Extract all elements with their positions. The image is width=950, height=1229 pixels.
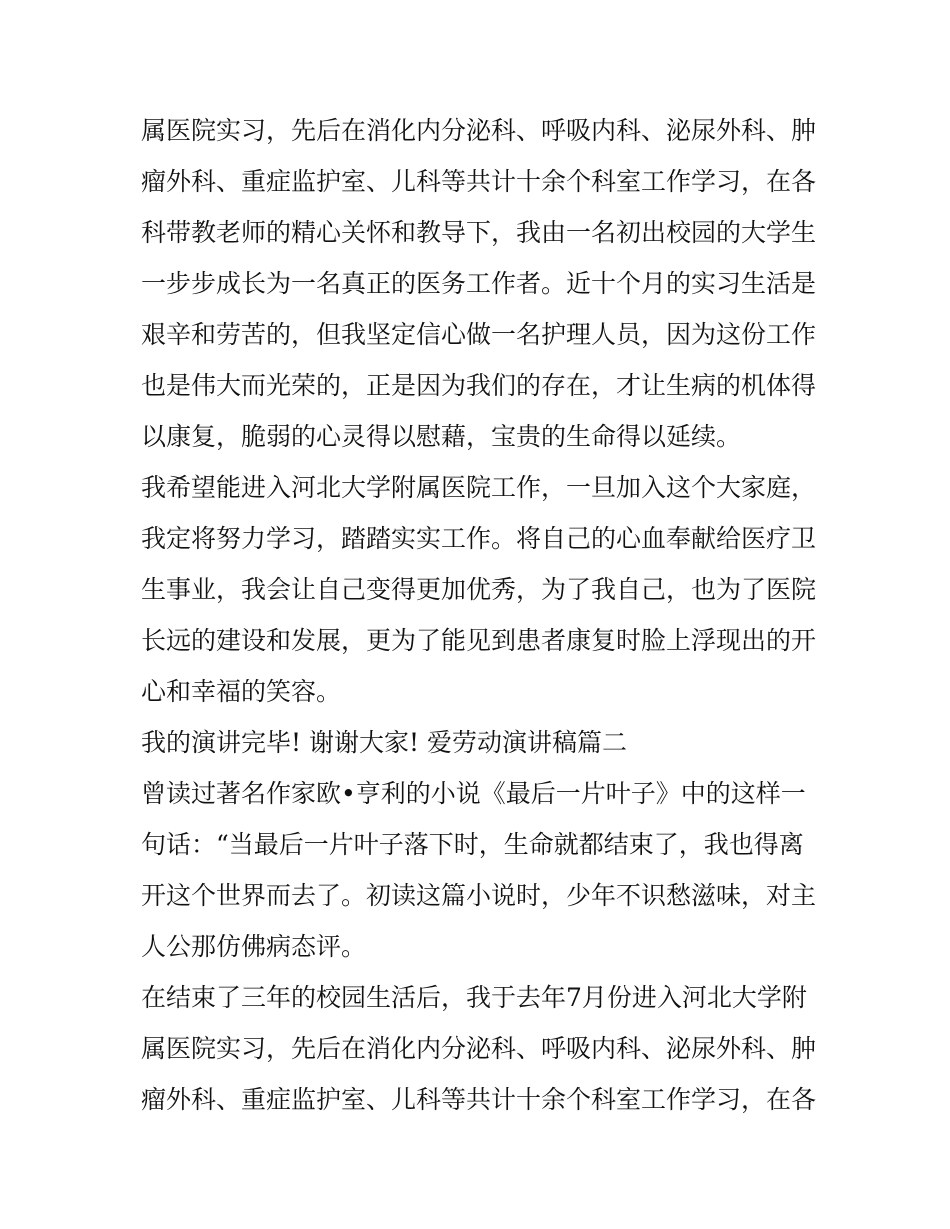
text-line: 在结束了三年的校园生活后，我于去年7月份进入河北大学附 bbox=[141, 983, 807, 1012]
text-line: 以康复，脆弱的心灵得以慰藉，宝贵的生命得以延续。 bbox=[141, 422, 742, 451]
text-line: 艰辛和劳苦的，但我坚定信心做一名护理人员，因为这份工作 bbox=[141, 320, 817, 349]
text-line: 科带教老师的精心关怀和教导下，我由一名初出校园的大学生 bbox=[141, 218, 817, 247]
document-body bbox=[141, 105, 821, 1125]
text-line: 生事业，我会让自己变得更加优秀，为了我自己，也为了医院 bbox=[141, 575, 817, 604]
text-line: 属医院实习，先后在消化内分泌科、呼吸内科、泌尿外科、肿 bbox=[141, 1034, 817, 1063]
text-line: 开这个世界而去了。初读这篇小说时，少年不识愁滋味，对主 bbox=[141, 881, 817, 910]
text-line: 我定将努力学习，踏踏实实工作。将自己的心血奉献给医疗卫 bbox=[141, 524, 817, 553]
text-line: 属医院实习，先后在消化内分泌科、呼吸内科、泌尿外科、肿 bbox=[141, 116, 817, 145]
text-line: 句话：“当最后一片叶子落下时，生命就都结束了，我也得离 bbox=[141, 830, 804, 859]
text-line: 人公那仿佛病态评。 bbox=[141, 932, 367, 961]
text-line: 也是伟大而光荣的，正是因为我们的存在，才让生病的机体得 bbox=[141, 371, 817, 400]
text-line: 长远的建设和发展，更为了能见到患者康复时脸上浮现出的开 bbox=[141, 626, 817, 655]
text-line: 曾读过著名作家欧•亨利的小说《最后一片叶子》中的这样一 bbox=[141, 779, 806, 808]
text-line: 心和幸福的笑容。 bbox=[141, 677, 342, 706]
text-line: 我的演讲完毕! 谢谢大家! 爱劳动演讲稿篇二 bbox=[141, 728, 627, 757]
text-line: 瘤外科、重症监护室、儿科等共计十余个科室工作学习，在各 bbox=[141, 167, 817, 196]
text-line: 一步步成长为一名真正的医务工作者。近十个月的实习生活是 bbox=[141, 269, 817, 298]
text-line: 瘤外科、重症监护室、儿科等共计十余个科室工作学习，在各 bbox=[141, 1085, 817, 1114]
text-line: 我希望能进入河北大学附属医院工作，一旦加入这个大家庭， bbox=[141, 473, 817, 502]
